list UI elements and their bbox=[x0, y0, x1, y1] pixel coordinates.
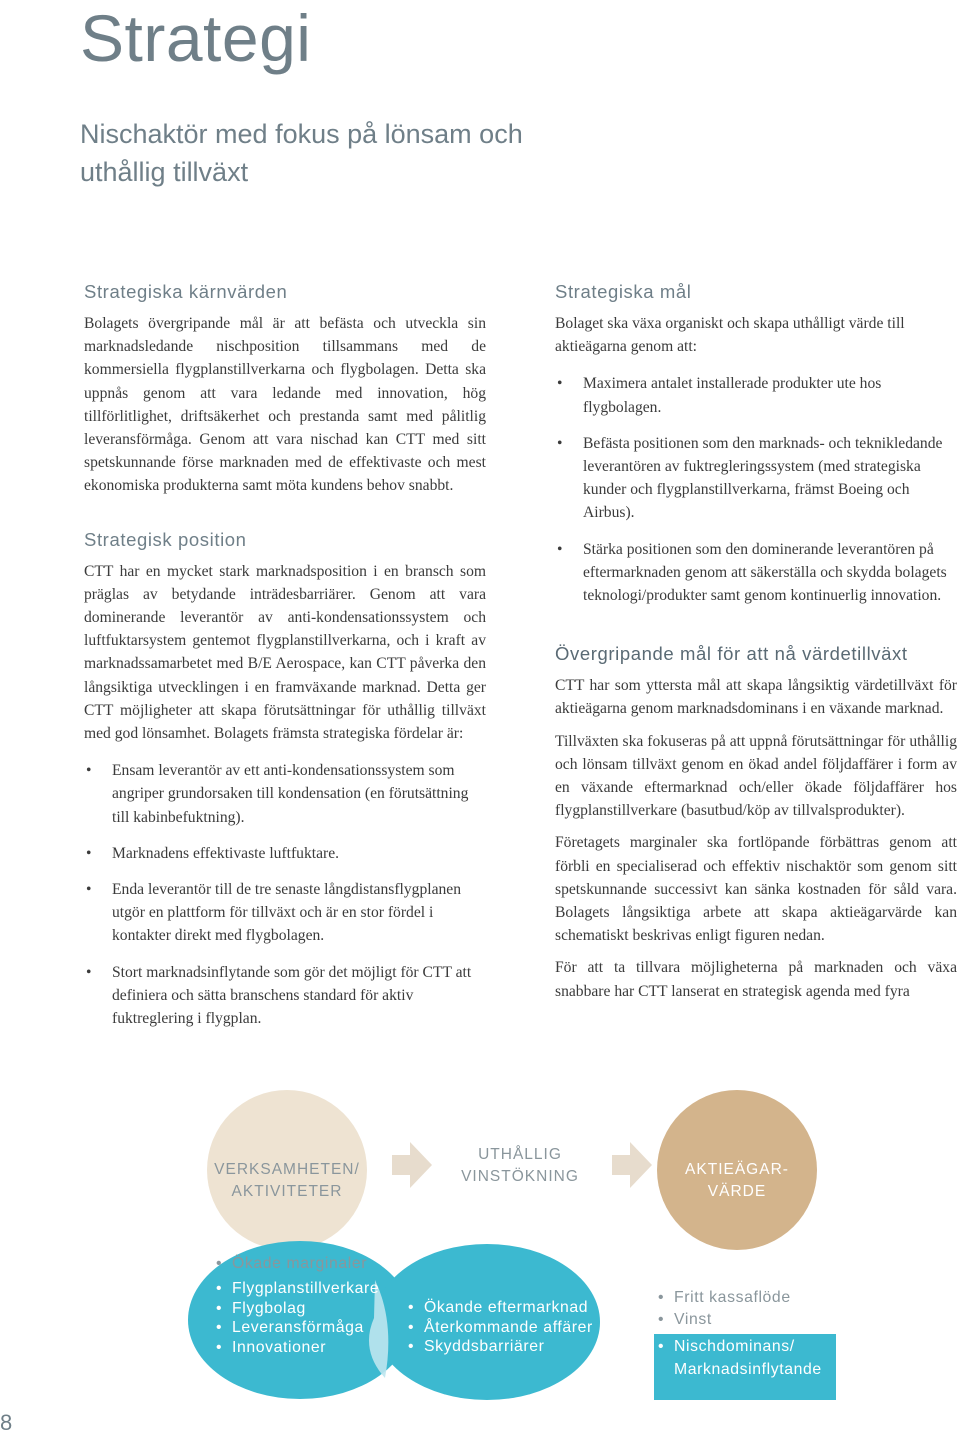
section-heading-core-values: Strategiska kärnvärden bbox=[84, 281, 288, 302]
position-text: CTT har en mycket stark marknadsposition i en bransch som präglas av betydande inträdesbarriärer. Genom att vara dominerande leverantör av anti-kondensationssystem och luftfuktarsystem gentemot flygplanstillverkarna, och i kraft av marknadssamarbetet med B/E Aerospace, kan CTT påverka den långsiktiga utvecklingen i en framväxande marknad. Detta ger CTT möjligheter att skapa förutsättningar för uthållig tillväxt med god lönsamhet. Bolagets främsta strategiska fördelar är: bbox=[84, 562, 486, 743]
bullet-icon: • bbox=[86, 881, 92, 899]
list-item: • Befästa positionen som den marknads- och teknikledande leverantören av fuktregleringssystem (med strategiska kunder och flygplanstillverkarna, främst Boeing och Airbus). bbox=[555, 432, 957, 525]
arrow-icon bbox=[392, 1142, 432, 1188]
page-subtitle: Nischaktör med fokus på lönsam och uthållig tillväxt bbox=[80, 119, 523, 187]
growth-list bbox=[408, 1298, 593, 1357]
value-growth-p1: CTT har som yttersta mål att skapa långsiktig värdetillväxt för aktieägarna genom marknadsdominans i en växande marknad. bbox=[555, 677, 957, 718]
list-item: • Flygplanstillverkare bbox=[216, 1279, 379, 1299]
list-item: • Stort marknadsinflytande som gör det möjligt för CTT att definiera och sätta branschens standard för aktiv fuktreglering i flygplan. bbox=[84, 961, 486, 1031]
node-growth-label: UTHÅLLIG VINSTÖKNING bbox=[461, 1146, 579, 1185]
bullet-icon: • bbox=[557, 375, 563, 393]
right-column bbox=[555, 280, 957, 1003]
bullet-icon: • bbox=[86, 963, 92, 981]
list-item: • Återkommande affärer bbox=[408, 1318, 593, 1338]
value-growth-p3: Företagets marginaler ska fortlöpande förbättras genom att förbli en specialiserad och effektiv nischaktör som genom sitt spetskunnande successivt kan sänka kostnaden för såld vara. Bolagets långsiktiga arbete att skapa aktieägarvärde kan schematiskt beskrivas enligt figuren nedan. bbox=[555, 834, 957, 945]
core-values-text: Bolagets övergripande mål är att befästa och utveckla sin marknadsledande nischposition tillsammans med de kommersiella flygplanstillverkarna och flygbolagen. Detta ska uppnås genom att vara ledande med innovation, hög tillförlitlighet, driftsäkerhet och prestanda samt med pålitlig leveransförmåga. Genom att vara nischad kan CTT med sitt spetskunnande förse marknaden med de effektivaste och mest ekonomiska produkterna samt möta kundens behov snabbt. bbox=[84, 315, 486, 495]
list-item: • Enda leverantör till de tre senaste långdistansflygplanen utgör en plattform för tillväxt och är en stor fördel i kontakter direkt med flygbolagen. bbox=[84, 878, 486, 948]
activities-list bbox=[216, 1279, 379, 1357]
section-heading-goals: Strategiska mål bbox=[555, 281, 692, 302]
bullet-icon: • bbox=[557, 540, 563, 558]
section-heading-position: Strategisk position bbox=[84, 528, 247, 550]
advantages-list bbox=[84, 759, 486, 1030]
value-top-list bbox=[658, 1287, 791, 1330]
left-column bbox=[84, 280, 486, 1043]
list-item: • Marknadens effektivaste luftfuktare. bbox=[84, 842, 486, 865]
node-shareholder-label: AKTIEÄGAR- VÄRDE bbox=[685, 1161, 789, 1200]
node-activities-label: VERKSAMHETEN/ AKTIVITETER bbox=[214, 1161, 360, 1200]
page-title: Strategi bbox=[80, 1, 312, 75]
list-item: • Nischdominans/ Marknadsinflytande bbox=[658, 1335, 822, 1381]
list-item: • Skyddsbarriärer bbox=[408, 1337, 593, 1357]
activities-top-list bbox=[216, 1254, 367, 1274]
list-item: • Maximera antalet installerade produkter ute hos flygbolagen. bbox=[555, 372, 957, 418]
value-growth-p4: För att ta tillvara möjligheterna på marknaden och växa snabbare har CTT lanserat en strategisk agenda med fyra bbox=[555, 959, 957, 1000]
list-item: • Stärka positionen som den dominerande leverantören på eftermarknaden genom att säkerställa och skydda bolagets teknologi/produkter samt genom kontinuerlig innovation. bbox=[555, 538, 957, 608]
value-box-list bbox=[658, 1335, 822, 1381]
list-item: • Leveransförmåga bbox=[216, 1318, 379, 1338]
goals-list bbox=[555, 372, 957, 607]
bullet-icon: • bbox=[557, 434, 563, 452]
list-item: • Fritt kassaflöde bbox=[658, 1287, 791, 1309]
list-item: • Innovationer bbox=[216, 1338, 379, 1358]
value-growth-p2: Tillväxten ska fokuseras på att uppnå förutsättningar för uthållig och lönsam tillväxt genom en ökad andel följdaffärer i form av en växande eftermarknad och/eller ökade följdaffärer hos flygplanstillverkare (basutbud/köp av tillvalsprodukter). bbox=[555, 732, 957, 820]
list-item: • Ensam leverantör av ett anti-kondensationssystem som angriper grundorsaken till kondensation (en förutsättning till kabinbefuktning). bbox=[84, 759, 486, 829]
bullet-icon: • bbox=[86, 762, 92, 780]
page-number: 8 bbox=[0, 1410, 13, 1435]
goals-intro: Bolaget ska växa organiskt och skapa uthålligt värde till aktieägarna genom att: bbox=[555, 315, 905, 356]
section-heading-value-growth: Övergripande mål för att nå värdetillväxt bbox=[555, 643, 908, 665]
list-item: • Ökade marginaler bbox=[216, 1254, 367, 1274]
list-item: • Flygbolag bbox=[216, 1299, 379, 1319]
value-creation-diagram bbox=[0, 1090, 960, 1410]
list-item: • Vinst bbox=[658, 1309, 791, 1331]
list-item: • Ökande eftermarknad bbox=[408, 1298, 593, 1318]
arrow-icon bbox=[612, 1142, 652, 1188]
bullet-icon: • bbox=[86, 844, 92, 862]
